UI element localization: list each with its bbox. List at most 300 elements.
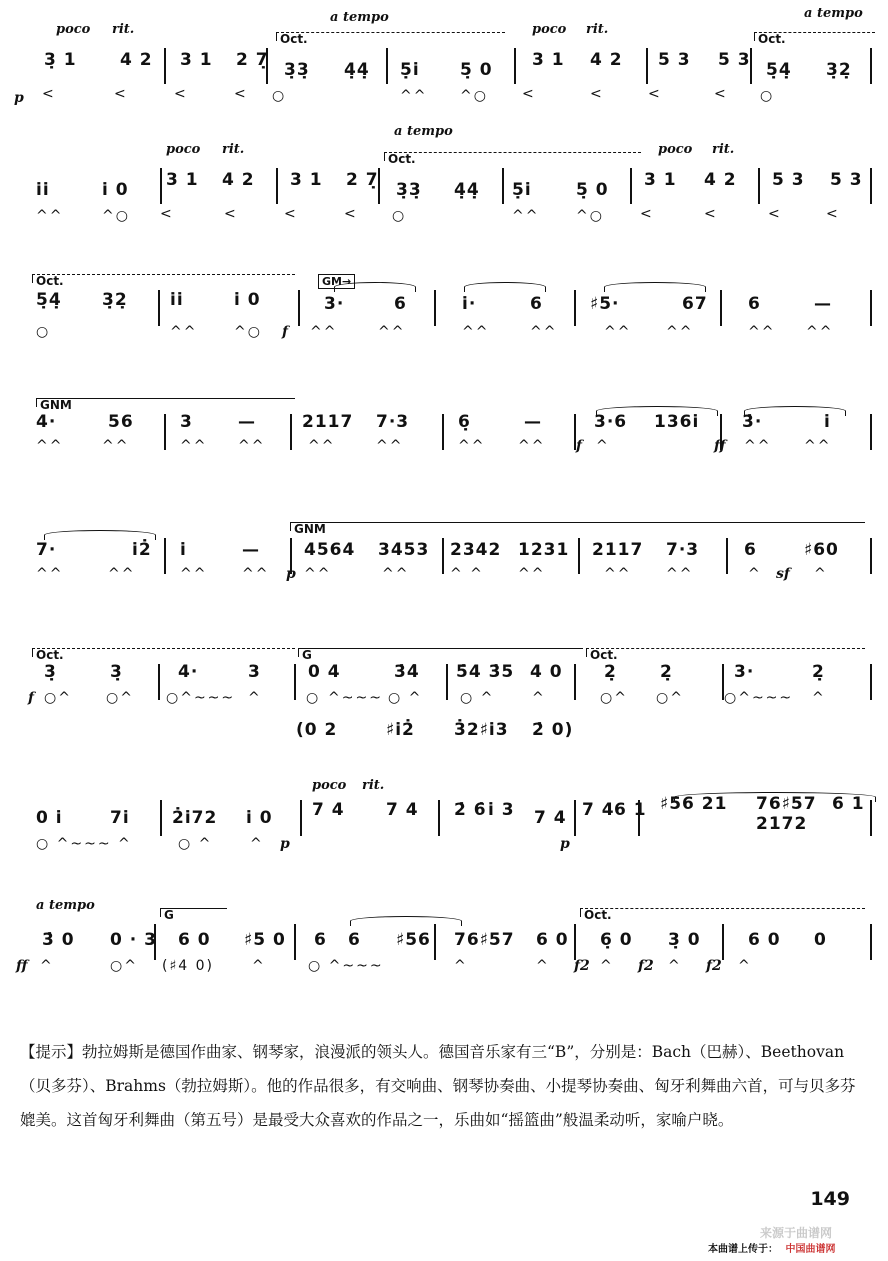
barline xyxy=(160,168,162,204)
tempo-mark: poco xyxy=(56,22,91,37)
note-group: 0 · 3 xyxy=(110,930,157,950)
note-group: ♯i̇2̇ xyxy=(386,720,415,740)
tempo-mark: poco xyxy=(658,142,693,157)
tempo-mark: a tempo xyxy=(330,10,389,25)
note-group: 5̣ 0 xyxy=(576,180,609,200)
note-group: 5̣4̣ xyxy=(36,290,62,310)
barline xyxy=(164,414,166,450)
note-group: i̇ 0 xyxy=(234,290,261,310)
note-group: 6̣ 0 xyxy=(600,930,633,950)
articulation-mark: ^^ xyxy=(382,566,410,582)
tempo-mark: rit. xyxy=(362,778,385,793)
score-system-6 xyxy=(14,636,874,746)
note-group: 5̣i̇ xyxy=(512,180,532,200)
note-group: i̇i̇ xyxy=(36,180,50,200)
note-group: 6 xyxy=(348,930,361,950)
articulation-mark: ^^ xyxy=(806,324,834,340)
articulation-mark: < xyxy=(284,206,298,222)
note-group: i̇· xyxy=(462,294,477,314)
barline xyxy=(646,48,648,84)
articulation-mark: ○ ^ xyxy=(460,690,495,706)
note-group: 6 xyxy=(744,540,757,560)
note-group: 3̇4̇ xyxy=(394,662,420,682)
tempo-mark: poco xyxy=(532,22,567,37)
note-group: 6 0 xyxy=(178,930,211,950)
note-group: 5̣4̣ xyxy=(766,60,792,80)
note-group: — xyxy=(814,294,832,314)
barline xyxy=(164,538,166,574)
barline xyxy=(164,48,166,84)
articulation-mark: ^^ xyxy=(804,438,832,454)
articulation-mark: < xyxy=(344,206,358,222)
slur xyxy=(674,792,876,802)
articulation-mark: ^^ xyxy=(518,566,546,582)
note-group: — xyxy=(242,540,260,560)
note-group: 6̣ xyxy=(458,412,471,432)
note-group: 4· xyxy=(178,662,199,682)
section-bracket xyxy=(36,398,295,407)
slur xyxy=(604,282,706,292)
barline xyxy=(870,414,872,450)
note-group: 5̇4 3̇5 xyxy=(456,662,515,682)
articulation-mark: ^^ xyxy=(744,438,772,454)
note-group: 3 xyxy=(180,412,193,432)
score-system-3 xyxy=(14,262,874,372)
section-bracket xyxy=(276,32,505,41)
articulation-mark: ^ xyxy=(812,690,826,706)
section-bracket xyxy=(32,648,295,657)
bracket-label: Oct. xyxy=(36,648,64,662)
articulation-mark: ○ xyxy=(272,88,287,104)
bracket-label: GNM xyxy=(40,398,72,412)
slur xyxy=(44,530,156,540)
articulation-mark: ○ ^ xyxy=(388,690,423,706)
articulation-mark: ^^ xyxy=(604,324,632,340)
barline xyxy=(574,800,576,836)
note-group: 136i̇ xyxy=(654,412,700,432)
articulation-mark: ○^ xyxy=(106,690,134,706)
bracket-label: G xyxy=(164,908,174,922)
barline xyxy=(870,48,872,84)
articulation-mark: ^^ xyxy=(512,208,540,224)
articulation-mark: ^○ xyxy=(460,88,488,104)
note-group: 3 1 xyxy=(644,170,677,190)
barline xyxy=(434,924,436,960)
bracket-label: Oct. xyxy=(36,274,64,288)
bracket-label: Oct. xyxy=(280,32,308,46)
articulation-mark: ^^ xyxy=(458,438,486,454)
tempo-mark: rit. xyxy=(112,22,135,37)
articulation-mark: ^ xyxy=(738,958,752,974)
note-group: 3̣3̣ xyxy=(396,180,422,200)
note-group: 3 xyxy=(248,662,261,682)
barline xyxy=(276,168,278,204)
articulation-mark: < xyxy=(224,206,238,222)
articulation-mark: ○ xyxy=(36,324,51,340)
barline xyxy=(158,664,160,700)
articulation-mark: ^^ xyxy=(180,566,208,582)
barline xyxy=(578,538,580,574)
articulation-mark: ^^ xyxy=(304,566,332,582)
slur xyxy=(596,406,718,416)
note-group: 76♯57 2172 xyxy=(756,794,817,834)
section-bracket xyxy=(298,648,583,657)
articulation-mark: < xyxy=(826,206,840,222)
note-group: 5 3 xyxy=(718,50,751,70)
score-system-7 xyxy=(14,772,874,882)
note-group: 76♯57 xyxy=(454,930,515,950)
articulation-mark: ^ xyxy=(814,566,828,582)
tempo-mark: poco xyxy=(166,142,201,157)
section-bracket xyxy=(384,152,641,161)
barline xyxy=(574,664,576,700)
tempo-mark: poco xyxy=(312,778,347,793)
articulation-mark: < xyxy=(42,86,56,102)
note-group: 6 xyxy=(530,294,543,314)
note-group: i̇ xyxy=(824,412,831,432)
articulation-mark: ^ xyxy=(596,438,610,454)
articulation-mark: ^^ xyxy=(400,88,428,104)
articulation-mark: ^^ xyxy=(666,566,694,582)
note-group: — xyxy=(524,412,542,432)
note-group: 2̇ 6̇ xyxy=(454,800,487,820)
dynamic-mark: ff xyxy=(714,438,726,454)
note-group: i̇ 3 xyxy=(488,800,515,820)
slur xyxy=(334,282,416,292)
articulation-mark: < xyxy=(640,206,654,222)
note-group: 6 0 xyxy=(748,930,781,950)
note-group: 7 4 xyxy=(534,808,567,828)
note-group: 3453 xyxy=(378,540,430,560)
articulation-mark: ^○ xyxy=(234,324,262,340)
dynamic-mark: p xyxy=(280,836,290,852)
dynamic-mark: f2 xyxy=(638,958,654,974)
note-group: 2̇ 0) xyxy=(532,720,574,740)
note-group: 2117 xyxy=(302,412,354,432)
bracket-label: GM→ xyxy=(318,274,355,289)
barline xyxy=(442,414,444,450)
barline xyxy=(870,924,872,960)
articulation-mark: ^ xyxy=(248,690,262,706)
score-system-5 xyxy=(14,510,874,620)
barline xyxy=(446,664,448,700)
bracket-label: Oct. xyxy=(388,152,416,166)
articulation-mark: ^ xyxy=(454,958,468,974)
articulation-mark: ^^ xyxy=(666,324,694,340)
note-group: 67 xyxy=(682,294,708,314)
note-group: 3·6 xyxy=(594,412,628,432)
note-group: ♯5 0 xyxy=(244,930,286,950)
articulation-mark: ^^ xyxy=(310,324,338,340)
barline xyxy=(158,290,160,326)
articulation-mark: ○^~~~ xyxy=(166,690,236,706)
articulation-mark: ^^ xyxy=(748,324,776,340)
articulation-mark: ^○ xyxy=(102,208,130,224)
note-group: 4564 xyxy=(304,540,356,560)
articulation-mark: ○ ^~~~ xyxy=(36,836,112,852)
footer-logo-text: 中国曲谱网 xyxy=(785,1244,836,1255)
tempo-mark: a tempo xyxy=(394,124,453,139)
note-group: 3 1 xyxy=(532,50,565,70)
barline xyxy=(294,924,296,960)
note-group: 3̇ 0 xyxy=(42,930,75,950)
note-group: 1231 xyxy=(518,540,570,560)
note-group: 7 4 xyxy=(582,800,615,820)
note-group: 5 3 xyxy=(658,50,691,70)
dynamic-mark: p xyxy=(560,836,570,852)
articulation-mark: ^ xyxy=(252,958,266,974)
articulation-mark: ^ xyxy=(668,958,682,974)
note-group: 3̣3̣ xyxy=(284,60,310,80)
tempo-mark: rit. xyxy=(712,142,735,157)
articulation-mark: ○^ xyxy=(600,690,628,706)
note-group: 56 xyxy=(108,412,134,432)
note-group: 3· xyxy=(324,294,345,314)
barline xyxy=(630,168,632,204)
bracket-label: Oct. xyxy=(590,648,618,662)
articulation-mark: ○^ xyxy=(44,690,72,706)
articulation-mark: ^^ xyxy=(102,438,130,454)
articulation-mark: < xyxy=(768,206,782,222)
dynamic-mark: p xyxy=(286,566,296,582)
note-group: 6 xyxy=(314,930,327,950)
note-group: 4 2 xyxy=(704,170,737,190)
bracket-label: Oct. xyxy=(584,908,612,922)
articulation-mark: ^^ xyxy=(518,438,546,454)
articulation-mark: ^○ xyxy=(576,208,604,224)
note-group: 6 0 xyxy=(536,930,569,950)
note-group: 2̇i̇72 xyxy=(172,808,218,828)
note-group: 3̣ xyxy=(44,662,57,682)
articulation-mark: ○ ^~~~ xyxy=(308,958,384,974)
dynamic-mark: ff xyxy=(16,958,28,974)
articulation-mark: ^ xyxy=(748,566,762,582)
section-bracket xyxy=(586,648,865,657)
note-group: 3 1 xyxy=(180,50,213,70)
hint-paragraph: 【提示】勃拉姆斯是德国作曲家、钢琴家，浪漫派的领头人。德国音乐家有三“B”，分别是：Bach（巴赫）、Beethovan（贝多芬）、Brahms（勃拉姆斯）。他的作品很多，有交响曲、钢琴协奏曲、小提琴协奏曲、匈牙利舞曲六首，可与贝多芬媲美。这首匈牙利舞曲（第五号）是最受大众喜欢的作品之一，乐曲如“摇篮曲”般温柔动听，家喻户晓。 xyxy=(20,1043,856,1129)
barline xyxy=(442,538,444,574)
slur xyxy=(744,406,846,416)
tempo-mark: a tempo xyxy=(36,898,95,913)
dynamic-mark: f xyxy=(28,690,35,706)
note-group: 6 xyxy=(394,294,407,314)
note-group: 4 2 xyxy=(120,50,153,70)
barline xyxy=(502,168,504,204)
note-group: 3̣ 0 xyxy=(668,930,701,950)
barline xyxy=(386,48,388,84)
articulation-mark: ^^ xyxy=(170,324,198,340)
note-group: 3̣ xyxy=(110,662,123,682)
barline xyxy=(870,168,872,204)
score-system-1 xyxy=(14,6,874,130)
note-group: i̇ 0 xyxy=(102,180,129,200)
score-system-4 xyxy=(14,386,874,496)
barline xyxy=(298,290,300,326)
barline xyxy=(290,414,292,450)
score-system-2 xyxy=(14,124,874,250)
articulation-mark: ^ xyxy=(40,958,54,974)
barline xyxy=(294,664,296,700)
section-bracket xyxy=(32,274,295,283)
barline xyxy=(726,538,728,574)
barline xyxy=(870,664,872,700)
note-group: 4 2 xyxy=(590,50,623,70)
note-group: 2̣ xyxy=(660,662,673,682)
articulation-mark: ^^ xyxy=(604,566,632,582)
articulation-mark: < xyxy=(174,86,188,102)
slur xyxy=(464,282,546,292)
dynamic-mark: sf xyxy=(776,566,790,582)
tempo-mark: rit. xyxy=(222,142,245,157)
dynamic-mark: f xyxy=(576,438,583,454)
bracket-label: GNM xyxy=(294,522,326,536)
articulation-mark: ^^ xyxy=(378,324,406,340)
articulation-mark: ○ xyxy=(392,208,407,224)
dynamic-mark: f2 xyxy=(706,958,722,974)
articulation-mark: < xyxy=(160,206,174,222)
articulation-mark: ^ xyxy=(600,958,614,974)
articulation-mark: ^^ xyxy=(462,324,490,340)
note-group: 7 4 xyxy=(386,800,419,820)
articulation-mark: ^^ xyxy=(36,208,64,224)
note-group: i̇ 0 xyxy=(246,808,273,828)
note-group: 4 2 xyxy=(222,170,255,190)
note-group: 3̣2̣ xyxy=(826,60,852,80)
note-group: 3· xyxy=(734,662,755,682)
articulation-mark: ^^ xyxy=(36,438,64,454)
articulation-mark: ^^ xyxy=(376,438,404,454)
page-number: 149 xyxy=(810,1188,850,1210)
articulation-mark: ^^ xyxy=(36,566,64,582)
score-system-8 xyxy=(14,896,874,1006)
footer-upload-label: 本曲谱上传于： xyxy=(708,1244,778,1255)
articulation-mark: ○ xyxy=(760,88,775,104)
note-group: 4̣4̣ xyxy=(344,60,370,80)
barline xyxy=(160,800,162,836)
articulation-mark: ○^ xyxy=(110,958,138,974)
articulation-mark: ^^ xyxy=(530,324,558,340)
note-group: 3̣ 1 xyxy=(44,50,77,70)
note-group: 4̣4̣ xyxy=(454,180,480,200)
note-group: 5̣ 0 xyxy=(460,60,493,80)
tempo-mark: rit. xyxy=(586,22,609,37)
section-bracket xyxy=(580,908,865,917)
footer-upload-text xyxy=(708,1240,835,1255)
articulation-mark: ^^ xyxy=(238,438,266,454)
articulation-mark: ○ xyxy=(306,690,321,706)
articulation-mark: (♯4 0) xyxy=(162,958,214,974)
note-group: 2117 xyxy=(592,540,644,560)
note-group: 2 7̣ xyxy=(346,170,379,190)
note-group: 4 0 xyxy=(530,662,563,682)
note-group: ♯5· xyxy=(590,294,620,314)
articulation-mark: ^^ xyxy=(108,566,136,582)
articulation-mark: ^ xyxy=(250,836,264,852)
barline xyxy=(722,924,724,960)
articulation-mark: < xyxy=(648,86,662,102)
barline xyxy=(300,800,302,836)
note-group: i̇2̇ xyxy=(132,540,152,560)
note-group: 7· xyxy=(36,540,57,560)
barline xyxy=(438,800,440,836)
barline xyxy=(514,48,516,84)
barline xyxy=(720,290,722,326)
note-group: 3̇2♯i̇3 xyxy=(454,720,509,740)
note-group: 0 i̇ xyxy=(36,808,63,828)
bracket-label: Oct. xyxy=(758,32,786,46)
articulation-mark: ^ ^ xyxy=(450,566,484,582)
note-group: i̇i̇ xyxy=(170,290,184,310)
barline xyxy=(870,290,872,326)
note-group: — xyxy=(238,412,256,432)
note-group: 2342 xyxy=(450,540,502,560)
note-group: 5̣i̇ xyxy=(400,60,420,80)
articulation-mark: ^^ xyxy=(180,438,208,454)
barline xyxy=(870,538,872,574)
barline xyxy=(758,168,760,204)
note-group: 7i̇ xyxy=(110,808,130,828)
articulation-mark: ^~~~ xyxy=(328,690,383,706)
bracket-label: G xyxy=(302,648,312,662)
slur xyxy=(350,916,462,926)
articulation-mark: < xyxy=(590,86,604,102)
note-group: ♯56 xyxy=(396,930,431,950)
note-group: 0 xyxy=(814,930,827,950)
note-group: i̇ xyxy=(180,540,187,560)
note-group: 2̣ xyxy=(812,662,825,682)
articulation-mark: ^ xyxy=(536,958,550,974)
articulation-mark: ○^ xyxy=(656,690,684,706)
note-group: 5 3 xyxy=(830,170,863,190)
note-group: 3̇· xyxy=(742,412,763,432)
barline xyxy=(574,924,576,960)
note-group: 7·3 xyxy=(376,412,410,432)
note-group: 0 4 xyxy=(308,662,341,682)
note-group: ♯56 21 xyxy=(660,794,728,814)
note-group: 6 xyxy=(748,294,761,314)
note-group: 6 1 xyxy=(614,800,647,820)
note-group: 2 7̣ xyxy=(236,50,269,70)
note-group: 2̣ xyxy=(604,662,617,682)
dynamic-mark: f2 xyxy=(574,958,590,974)
note-group: 4· xyxy=(36,412,57,432)
articulation-mark: < xyxy=(714,86,728,102)
dynamic-mark: f xyxy=(282,324,289,340)
articulation-mark: < xyxy=(704,206,718,222)
note-group: 7 4 xyxy=(312,800,345,820)
note-group: 3 1 xyxy=(166,170,199,190)
watermark-text: 来源于曲谱网 xyxy=(760,1226,833,1240)
section-bracket xyxy=(290,522,865,531)
note-group: (0 2 xyxy=(296,720,338,740)
note-group: 6 1 xyxy=(832,794,865,814)
barline xyxy=(574,290,576,326)
articulation-mark: < xyxy=(522,86,536,102)
dynamic-mark: p xyxy=(14,90,24,106)
tempo-mark: a tempo xyxy=(804,6,863,21)
articulation-mark: ○ ^ xyxy=(178,836,213,852)
articulation-mark: ○^~~~ xyxy=(724,690,794,706)
articulation-mark: ^^ xyxy=(308,438,336,454)
note-group: ♯60 xyxy=(804,540,839,560)
note-group: 3 1 xyxy=(290,170,323,190)
note-group: 3̣2̣ xyxy=(102,290,128,310)
articulation-mark: ^ xyxy=(532,690,546,706)
articulation-mark: < xyxy=(114,86,128,102)
barline xyxy=(434,290,436,326)
articulation-mark: ^ xyxy=(118,836,132,852)
articulation-mark: ^^ xyxy=(242,566,270,582)
